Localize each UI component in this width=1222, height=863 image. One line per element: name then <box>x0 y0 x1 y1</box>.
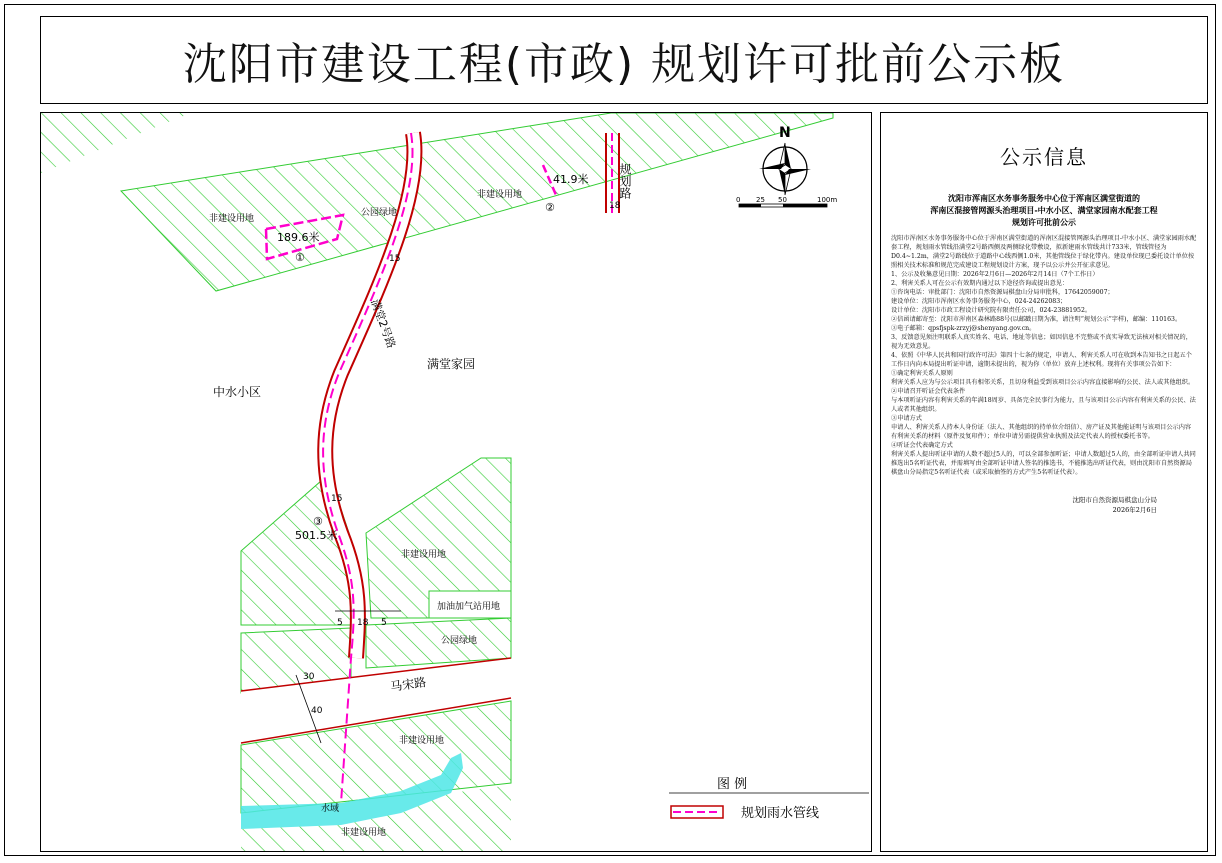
legend-item: 规划雨水管线 <box>741 806 820 821</box>
legend-title: 图 例 <box>717 777 748 792</box>
notice-paragraph: ④听证会代表确定方式 <box>891 442 953 449</box>
label-nonbuild-bottom: 非建设用地 <box>341 828 387 838</box>
scale-100: 100m <box>817 196 838 204</box>
sign-org: 沈阳市自然资源局棋盘山分局 <box>1072 496 1157 504</box>
label-measure-2: 41.9米 <box>553 173 589 186</box>
label-measure-2-no: ② <box>545 201 555 214</box>
notice-paragraph: 沈阳市浑南区水务事务服务中心位于浑南区满堂街道的浑南区混接管网源头治理项目-中水小区、满堂家园雨水配套工程，规划雨水管线沿满堂2号路西侧及两侧绿化带敷设，拟新建雨水管线共计733米，管线管径为D0.4~1.2m，满堂2号路线位于道路中心线西侧1.0米，其他管线位于绿化带内。建设单位现已委托设计单位按照相关技术标准和规范完成建设工程规划设计方案，现予以公示并公开征求意见。 <box>891 235 1197 269</box>
notice-heading-line-3: 规划许可批前公示 <box>1012 217 1076 227</box>
label-planned-road-width: 18 <box>609 201 621 211</box>
sign-date: 2026年2月6日 <box>1112 506 1157 514</box>
scale-0: 0 <box>736 196 741 204</box>
scale-25: 25 <box>756 196 765 204</box>
legend <box>669 777 869 821</box>
notice-paragraph: 与本项听证内容有利害关系的年满18周岁、具备完全民事行为能力，且与该项目公示内容有利害关系的公民、法人或者其他组织。 <box>891 397 1196 413</box>
label-planned-road: 规划路 <box>618 163 632 199</box>
nonbuild-area-top-left <box>41 113 191 173</box>
board-title: 沈阳市建设工程(市政) 规划许可批前公示板 <box>182 39 1066 90</box>
notice-paragraph: 申请人、利害关系人持本人身份证（法人、其他组织的持单位介绍信）、房产证及其他能证明与该项目公示内容有利害关系的材料（原件及复印件）；单位申请另需提供营业执照及法定代表人的授权委托书等。 <box>891 424 1192 440</box>
scale-bar <box>736 196 837 207</box>
label-mantang: 满堂家园 <box>427 357 476 371</box>
notice-paragraph: ③申请方式 <box>891 415 922 422</box>
label-dim-right: 5 <box>381 618 387 628</box>
notice-paragraph: 利害关系人应为与公示项目具有相邻关系，且切身利益受到该项目公示内容直接影响的公民、法人或其他组织。 <box>891 379 1195 386</box>
label-measure-1-no: ① <box>295 251 305 264</box>
notice-paragraph: 2、利害关系人可在公示有效期内通过以下途径咨询或提出意见： <box>891 280 1069 287</box>
label-water: 水域 <box>321 804 340 814</box>
label-nonbuild-low: 非建设用地 <box>399 736 445 746</box>
title-banner <box>40 16 1208 104</box>
notice-paragraph: 利害关系人提出听证申请的人数不超过5人的，可以全部参加听证；申请人数超过5人的，由全部听证申请人共同推选出5名听证代表，并需填写由全部听证申请人签名的推选书，不能推选出听证代表，则由沈阳市自然资源局棋盘山分局指定5名听证代表（或采取抽签的方式产生5名听证代表）。 <box>891 451 1196 476</box>
label-mantang2-width-top: 15 <box>389 254 401 264</box>
notice-paragraph: 设计单位：沈阳市市政工程设计研究院有限责任公司，024-23881952。 <box>891 307 1092 314</box>
notice-paragraph: 1、公示及收集意见日期：2026年2月6日—2026年2月14日（7个工作日） <box>891 271 1099 278</box>
notice-paragraph: ③电子邮箱：qpsfjspk-zrzyj@shenyang.gov.cn。 <box>891 325 1036 332</box>
notice-heading-line-1: 沈阳市浑南区水务事务服务中心位于浑南区满堂街道的 <box>948 193 1140 203</box>
notice-panel <box>880 112 1208 852</box>
notice-paragraph: ②申请召开听证会代表条件 <box>891 388 966 395</box>
label-masong-w2: 40 <box>311 706 323 716</box>
map-svg <box>41 113 872 852</box>
label-dim-left: 5 <box>337 618 343 628</box>
notice-paragraph: 建设单位：沈阳市浑南区水务事务服务中心，024-24262083； <box>891 298 1067 305</box>
label-measure-3: 501.5米 <box>295 529 338 542</box>
notice-signature <box>891 495 1197 515</box>
label-gas-station: 加油加气站用地 <box>437 602 501 612</box>
planning-map <box>40 112 872 852</box>
notice-paragraph: 4、依照《中华人民共和国行政许可法》第四十七条的规定，申请人、利害关系人可在收到本告知书之日起五个工作日内向本局提出听证申请，逾期未提出的，视为你（单位）放弃上述权利。现将有关事项公告如下： <box>891 352 1192 368</box>
notice-heading <box>891 192 1197 228</box>
label-masong: 马宋路 <box>389 675 428 694</box>
label-nonbuild-left: 非建设用地 <box>209 214 255 224</box>
green-band-top <box>121 113 833 291</box>
label-nonbuild-top: 非建设用地 <box>477 190 523 200</box>
label-measure-1: 189.6米 <box>277 231 320 244</box>
label-green-top: 公园绿地 <box>361 208 398 218</box>
scale-50: 50 <box>778 196 787 204</box>
notice-paragraph: ①咨询电话：审批部门：沈阳市自然资源局棋盘山分局审批科，17642059007； <box>891 289 1114 296</box>
notice-heading-line-2: 浑南区混接管网源头治理项目-中水小区、满堂家园南水配套工程 <box>930 205 1158 215</box>
label-masong-w1: 30 <box>303 672 315 682</box>
notice-body <box>891 234 1197 477</box>
label-mantang2: 满堂2号路 <box>368 297 398 350</box>
label-mantang2-width-mid: 15 <box>331 494 343 504</box>
label-zhongshui: 中水小区 <box>213 385 262 399</box>
north-label: N <box>779 125 791 141</box>
label-dim-mid: 18 <box>357 618 369 628</box>
panel-title: 公示信息 <box>1000 145 1088 169</box>
label-nonbuild-mid: 非建设用地 <box>401 550 447 560</box>
notice-paragraph: 3、反馈意见须注明联系人真实姓名、电话、地址等信息；如因信息不完整或不真实导致无法核对相关情况的，视为无效意见。 <box>891 334 1192 350</box>
label-measure-3-no: ③ <box>313 515 323 528</box>
notice-paragraph: ②信函请邮寄至：沈阳市浑南区森林路88号(以邮戳日期为准，请注明“规划公示”字样)，邮编：110163。 <box>891 316 1182 323</box>
label-green-mid: 公园绿地 <box>441 636 478 646</box>
notice-paragraph: ①确定利害关系人原则 <box>891 370 953 377</box>
